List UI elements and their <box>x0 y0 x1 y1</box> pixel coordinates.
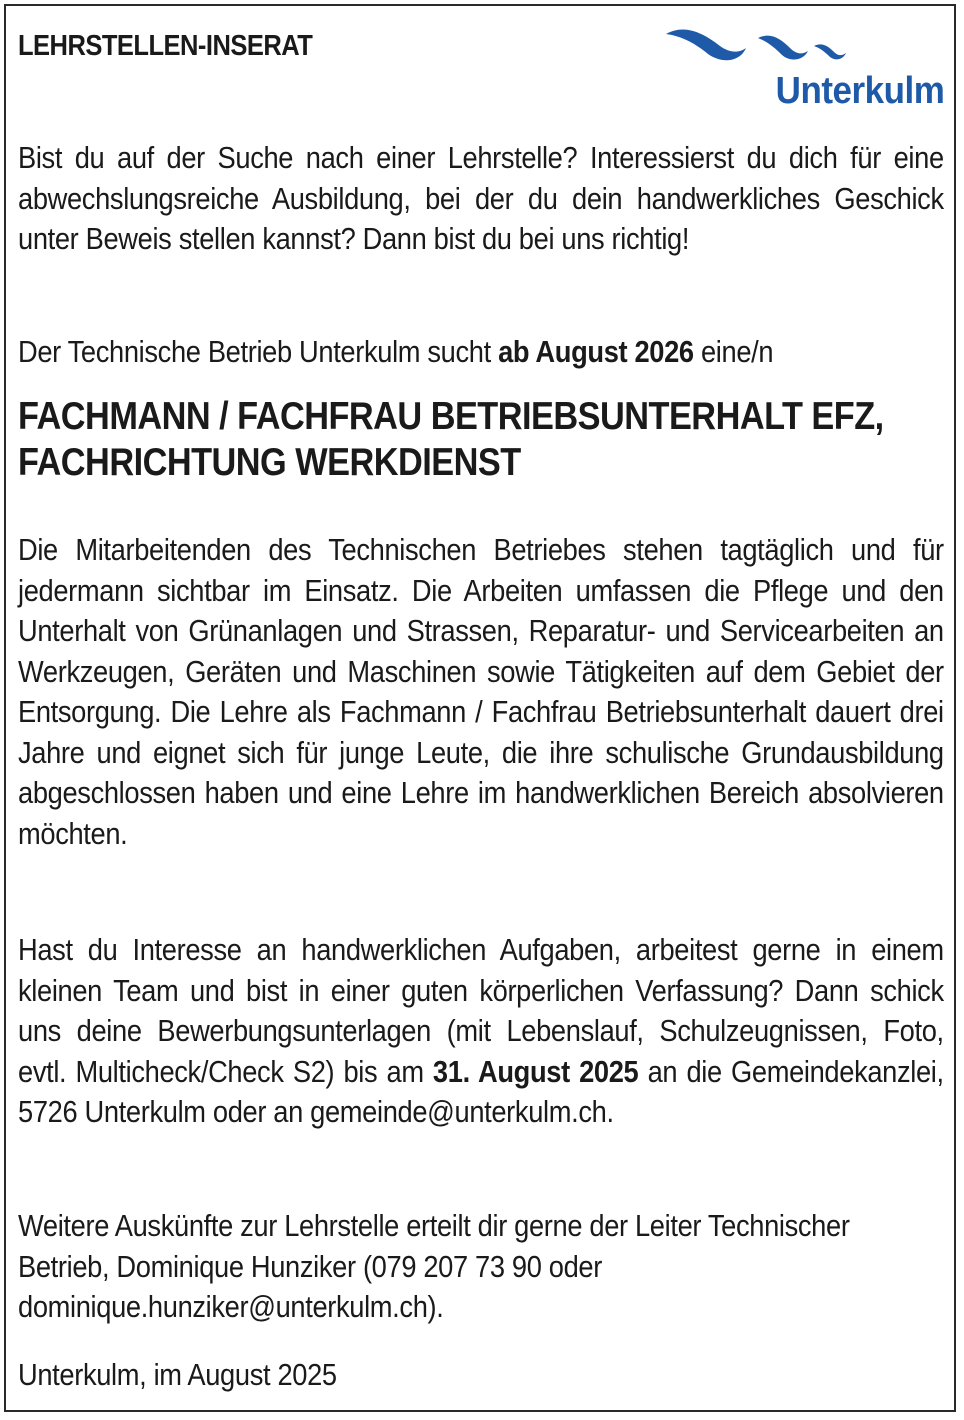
job-title-line1: FACHMANN / FACHFRAU BETRIEBSUNTERHALT EFZ, <box>18 395 884 438</box>
start-date: ab August 2026 <box>498 334 694 369</box>
ad-label: LEHRSTELLEN-INSERAT <box>18 30 313 62</box>
waves-icon <box>662 22 862 68</box>
application-text: Hast du Interesse an handwerklichen Aufgaben, arbeitest gerne in einem kleinen Team und bist in einer guten körperlichen Verfassung? Dann schick uns deine Bewerbungsunterlagen (mit Lebenslauf, Schulzeugnissen, Foto, evtl. Multicheck/Check S2) bis am <box>18 932 944 1089</box>
logo-text: Unterkulm <box>775 70 944 112</box>
deadline-date: 31. August 2025 <box>432 1053 639 1089</box>
offer-text: Der Technische Betrieb Unterkulm sucht <box>18 334 499 369</box>
application-paragraph <box>18 930 944 1133</box>
application-suffix: an die Gemeindekanzlei, 5726 Unterkulm oder an gemeinde@unterkulm.ch. <box>18 1053 944 1129</box>
municipality-logo <box>662 22 946 114</box>
contact-paragraph <box>18 1206 944 1328</box>
offer-suffix: eine/n <box>693 334 774 369</box>
offer-paragraph <box>18 332 944 373</box>
contact-email: dominique.hunziker@unterkulm.ch). <box>18 1289 444 1324</box>
contact-text: Weitere Auskünfte zur Lehrstelle erteilt dir gerne der Leiter Technischer Betrieb, Dominique Hunziker (079 207 73 90 oder <box>18 1208 850 1284</box>
closing-line: Unterkulm, im August 2025 <box>18 1357 337 1392</box>
job-title <box>18 394 951 486</box>
intro-paragraph: Bist du auf der Suche nach einer Lehrstelle? Interessierst du dich für eine abwechslungsreiche Ausbildung, bei der du dein handwerkliches Geschick unter Beweis stellen kannst? Dann bist du bei uns richtig! <box>18 140 944 256</box>
description-paragraph: Die Mitarbeitenden des Technischen Betriebes stehen tagtäglich und für jedermann sichtbar im Einsatz. Die Arbeiten umfassen die Pflege und den Unterhalt von Grünanlagen und Strassen, Reparatur- und Servicearbeiten an Werkzeugen, Geräten und Maschinen sowie Tätigkeiten auf dem Gebiet der Entsorgung. Die Lehre als Fachmann / Fachfrau Betriebsunterhalt dauert drei Jahre und eignet sich für junge Leute, die ihre schulische Grundausbildung abgeschlossen haben und eine Lehre im handwerklichen Bereich absolvieren möchten. <box>18 532 944 851</box>
job-title-line2: FACHRICHTUNG WERKDIENST <box>18 441 521 484</box>
